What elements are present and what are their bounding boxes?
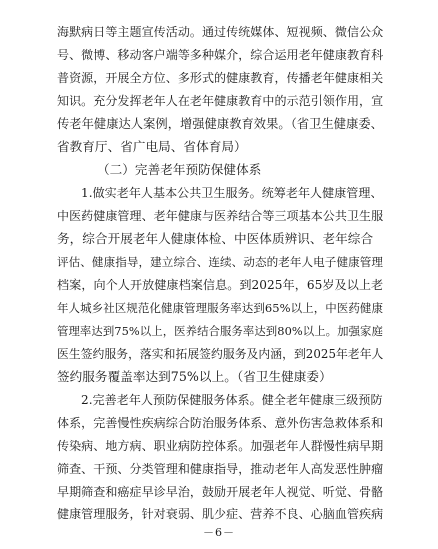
body-text-line: 2.完善老年人预防保健服务体系。健全老年健康三级预防	[81, 393, 383, 407]
body-text-line: 体系，完善慢性疾病综合防治服务体系、意外伤害急救体系和	[57, 416, 384, 430]
body-text-line: 签约服务覆盖率达到75%以上。（省卫生健康委）	[57, 369, 332, 384]
body-text-line: 传染病、地方病、职业病防控体系。加强老年人群慢性病早期	[57, 439, 384, 453]
body-text-line: 档案，向个人开放健康档案信息。到2025年，65岁及以上老	[57, 278, 384, 292]
body-text-line: 筛查、干预、分类管理和健康指导，推动老年人高发恶性肿瘤	[57, 462, 384, 476]
body-text-line: 管理率达到75%以上，医养结合服务率达到80%以上。加强家庭	[57, 324, 383, 338]
body-text-line: 号、微博、移动客户端等多种媒介，综合运用老年健康教育科	[57, 48, 384, 62]
body-text-line: 评估、健康指导，建立综合、连续、动态的老年人电子健康管理	[57, 255, 384, 269]
section-heading: （二）完善老年预防保健体系	[97, 162, 262, 177]
body-text-line: 普资源，开展全方位、多形式的健康教育，传播老年健康相关	[57, 71, 384, 85]
body-text-line: 传老年健康达人案例，增强健康教育效果。（省卫生健康委、	[57, 117, 383, 131]
body-text-line: 省教育厅、省广电局、省体育局）	[57, 139, 247, 154]
body-text-line: 1.做实老年人基本公共卫生服务。统筹老年人健康管理、	[81, 186, 383, 200]
body-text-line: 中医药健康管理、老年健康与医养结合等三项基本公共卫生服	[57, 209, 384, 223]
body-text-line: 健康管理服务，针对衰弱、肌少症、营养不良、心脑血管疾病	[57, 507, 384, 521]
body-text-line: 早期筛查和癌症早诊早治，鼓励开展老年人视觉、听觉、骨骼	[57, 485, 384, 499]
body-text-line: 年人城乡社区规范化健康管理服务率达到65%以上，中医药健康	[57, 301, 384, 315]
body-text-line: 海默病日等主题宣传活动。通过传统媒体、短视频、微信公众	[57, 25, 384, 39]
body-text-line: 务，综合开展老年人健康体检、中医体质辨识、老年综合	[57, 231, 374, 246]
page-number: －6－	[203, 526, 235, 539]
body-text-line: 知识。充分发挥老年人在老年健康教育中的示范引领作用，宣	[57, 94, 384, 108]
body-text-line: 医生签约服务，落实和拓展签约服务及内涵，到2025年老年人	[57, 347, 384, 361]
